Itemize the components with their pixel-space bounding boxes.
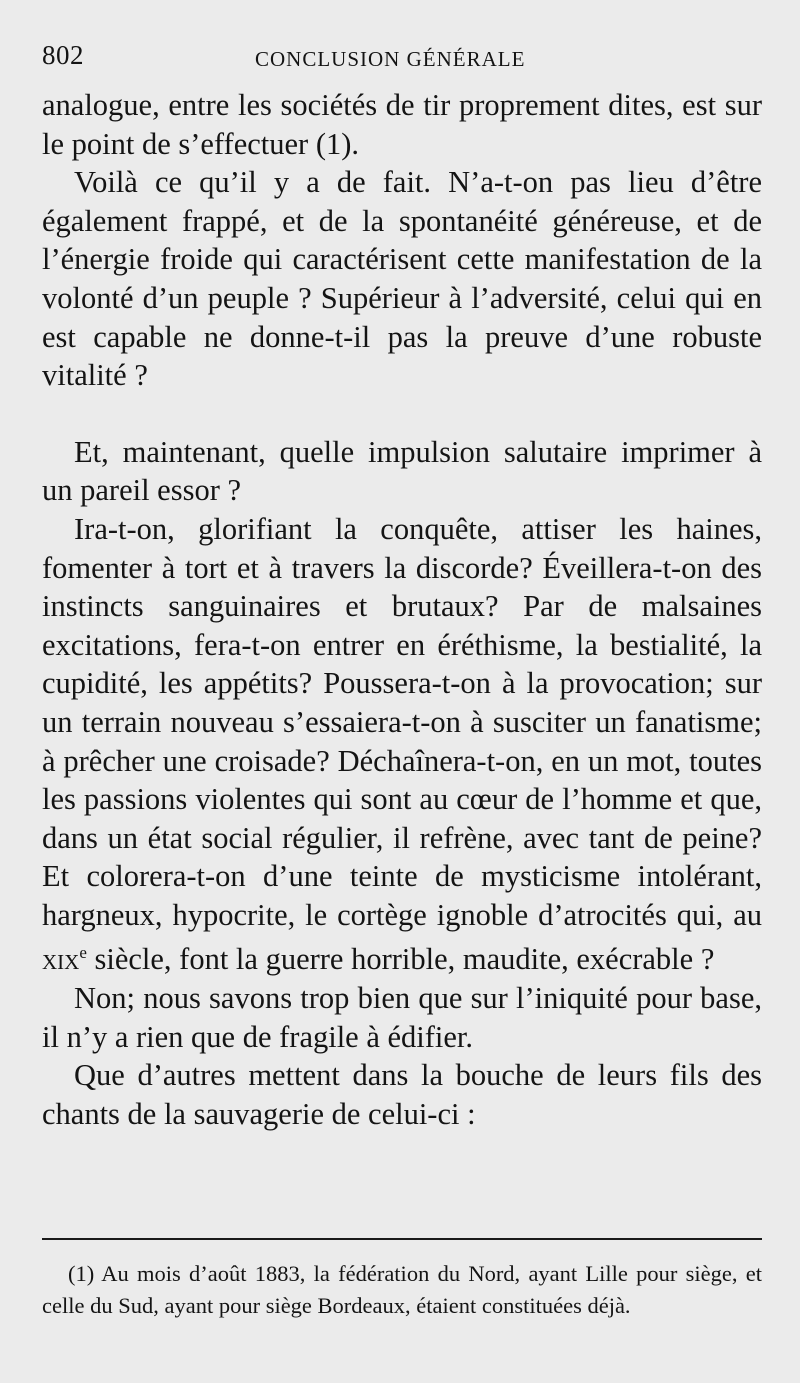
footnote-rule [42, 1238, 762, 1240]
paragraph: Voilà ce qu’il y a de fait. N’a-t-on pas lieu d’être également frappé, et de la spontanéité généreuse, et de l’énergie froide qui caractérisent cette manifestation de la volonté d’un peuple ? Supérieur à l’adversité, celui qui en est capable ne donne-t-il pas la preuve d’une robuste vitalité ? [42, 165, 762, 393]
page-header [42, 40, 762, 80]
paragraph-continuation: analogue, entre les sociétés de tir proprement dites, est sur le point de s’effectuer (1). [42, 88, 762, 161]
page-number: 802 [42, 40, 84, 70]
paragraph-text-tail: siècle, font la guerre horrible, maudite, exécrable ? [86, 942, 715, 977]
paragraph: Et, maintenant, quelle impulsion salutaire imprimer à un pareil essor ? [42, 434, 762, 508]
century-superscript: e [79, 943, 87, 963]
footnote: (1) Au mois d’août 1883, la fédération du Nord, ayant Lille pour siège, et celle du Sud, ayant pour siège Bordeaux, étaient constituées déjà. [42, 1261, 762, 1318]
century-numeral: xix [42, 942, 80, 977]
body-text [42, 86, 762, 1134]
paragraph: Non; nous savons trop bien que sur l’iniquité pour base, il n’y a rien que de fragile à édifier. [42, 981, 762, 1054]
paragraph: Que d’autres mettent dans la bouche de leurs fils des chants de la sauvagerie de celui-ci : [42, 1058, 762, 1131]
paragraph-questions [42, 510, 762, 979]
paragraph-text: Ira-t-on, glorifiant la conquête, attiser les haines, fomenter à tort et à travers la discorde? Éveillera-t-on des instincts sanguinaires et brutaux? Par de malsaines excitations, fera-t-on entrer en éréthisme, la bestialité, la cupidité, les appétits? Poussera-t-on à la provocation; sur un terrain nouveau s’essaiera-t-on à susciter un fanatisme; à prêcher une croisade? Déchaînera-t-on, en un mot, toutes les passions violentes qui sont au cœur de l’homme et que, dans un état social régulier, il refrène, avec tant de peine? Et colorera-t-on d’une teinte de mysticisme intolérant, hargneux, hypocrite, le cortège ignoble d’atrocités qui, au [42, 511, 762, 932]
running-head: CONCLUSION GÉNÉRALE [255, 47, 526, 71]
